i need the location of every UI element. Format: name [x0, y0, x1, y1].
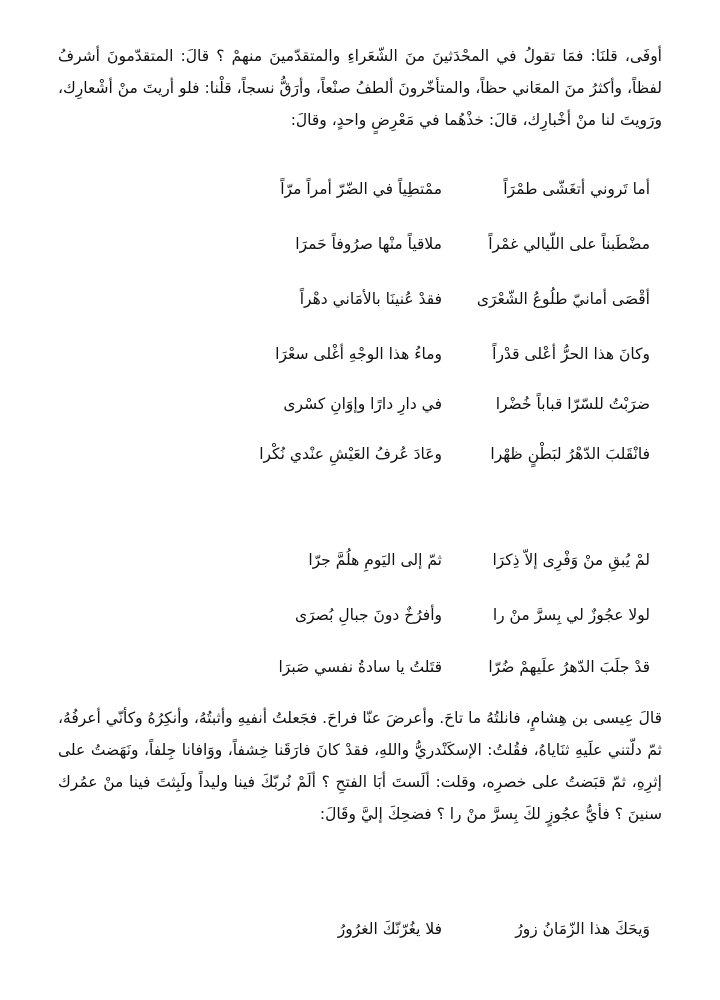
- verse-first-hemistich: ضرَبْتُ للسّرّا قباباً خُضْرا: [495, 395, 650, 413]
- closing-paragraph: قالَ عِيسى بن هِشامٍ، فانلتُهُ ما تاحَ. وأعرضَ عنّا فراحَ. فجَعلتُ أنفيهِ وأثبتُهُ، وأنكِرُهُ وكأنّي أعرفُهُ، ثمّ دلّتني علَيهِ ثنَاياهُ، فقُلتُ: الإسكَنْدريُّ واللهِ، فقدْ كانَ فارَقَنا خِشفاً، ووَافانا جِلفاً، ونَهَضتُ على إثرِهِ، ثمّ قبَضتُ على خصرِه، وقلت: ألَستَ أبَا الفتحِ ؟ ألَمْ نُربّكَ فينا وليداً ولَبِثتَ فينا منْ عمُرك سنينَ ؟ فأيُّ عجُوزٍ لكَ بِسرَّ منْ را ؟ فضحِكَ إليَّ وقَالَ:: [58, 709, 662, 823]
- verse-first-hemistich: أما تَروني أتغَشّى طمْرَاً: [503, 180, 650, 198]
- verse-line: [130, 439, 650, 469]
- verse-line: [130, 389, 650, 419]
- verse-line: [130, 652, 650, 682]
- verse-second-hemistich: ملاقياً منْها صرُوفاً حَمرَا: [295, 235, 442, 253]
- verse-second-hemistich: فقدْ عُنينَا بالأمَاني دهْراً: [299, 290, 442, 308]
- verse-second-hemistich: وأفرُخٌ دونَ جبالِ بُصرَى: [295, 606, 442, 624]
- verse-line: [130, 339, 650, 369]
- verse-second-hemistich: فلا يغُرّنّكَ الغرُورُ: [337, 920, 442, 938]
- verse-first-hemistich: فانْقَلبَ الدّهْرُ لبَطْنٍ ظهْرا: [490, 445, 650, 463]
- verse-first-hemistich: قدْ جلَبَ الدّهرُ علَيهمْ ضُرّا: [488, 658, 650, 676]
- verse-second-hemistich: ثمّ إلى اليَومِ هلُمَّ جرّا: [308, 551, 442, 569]
- verse-first-hemistich: لمْ يُبقِ منْ وَفْرِى إلاّ ذِكرَا: [492, 551, 650, 569]
- verse-line: [130, 545, 650, 575]
- verse-line: [130, 600, 650, 630]
- intro-paragraph: أوفَى، قلنَا: فمَا تقولُ في المحْدَثينَ منَ الشّعَراءِ والمتقدّمينَ منهمْ ؟ قالَ: المتقدّمونَ أشرفُ لفظاً، وأكثرُ منَ المعَاني حظاً، والمتأخّرونَ ألطفُ صنْعاً، وأرَقُّ نسجاً، قلْنا: فلو أريتَ منْ أشْعارِك، ورَويتَ لنا منْ أخْبارِك، قالَ: خذْهُما في مَعْرِضٍ واحدٍ، وقالَ:: [58, 47, 662, 129]
- verse-first-hemistich: أقْصَى أمانيّ طلُوعُ الشّعْرَى: [476, 290, 650, 308]
- verse-first-hemistich: وكانَ هذا الحرُّ أعْلى قدْراً: [492, 345, 650, 363]
- final-verse-line: [130, 914, 650, 944]
- verse-second-hemistich: وماءُ هذا الوجْهِ أغْلى سعْرَا: [275, 345, 442, 363]
- verse-line: [130, 174, 650, 204]
- verse-second-hemistich: في دارِ دارًا وإوَانِ كسْرى: [283, 395, 442, 413]
- verse-first-hemistich: وَيحَكَ هذا الزّمَانُ زورُ: [515, 920, 650, 938]
- verse-line: [130, 229, 650, 259]
- verse-second-hemistich: قتَلتُ يا سادةُ نفسي صَبرَا: [278, 658, 442, 676]
- verse-line: [130, 284, 650, 314]
- verse-first-hemistich: لولا عجُوزٌ لي بِسرَّ منْ را: [492, 606, 650, 624]
- verse-second-hemistich: وعَادَ عُرفُ العَيْشِ عنْدي نُكْرا: [259, 445, 442, 463]
- verse-first-hemistich: مضْطَبناً على اللّيالي غمْراً: [488, 235, 650, 253]
- verse-second-hemistich: ممْتطِياً في الضّرّ أمراً مرّاً: [280, 180, 442, 198]
